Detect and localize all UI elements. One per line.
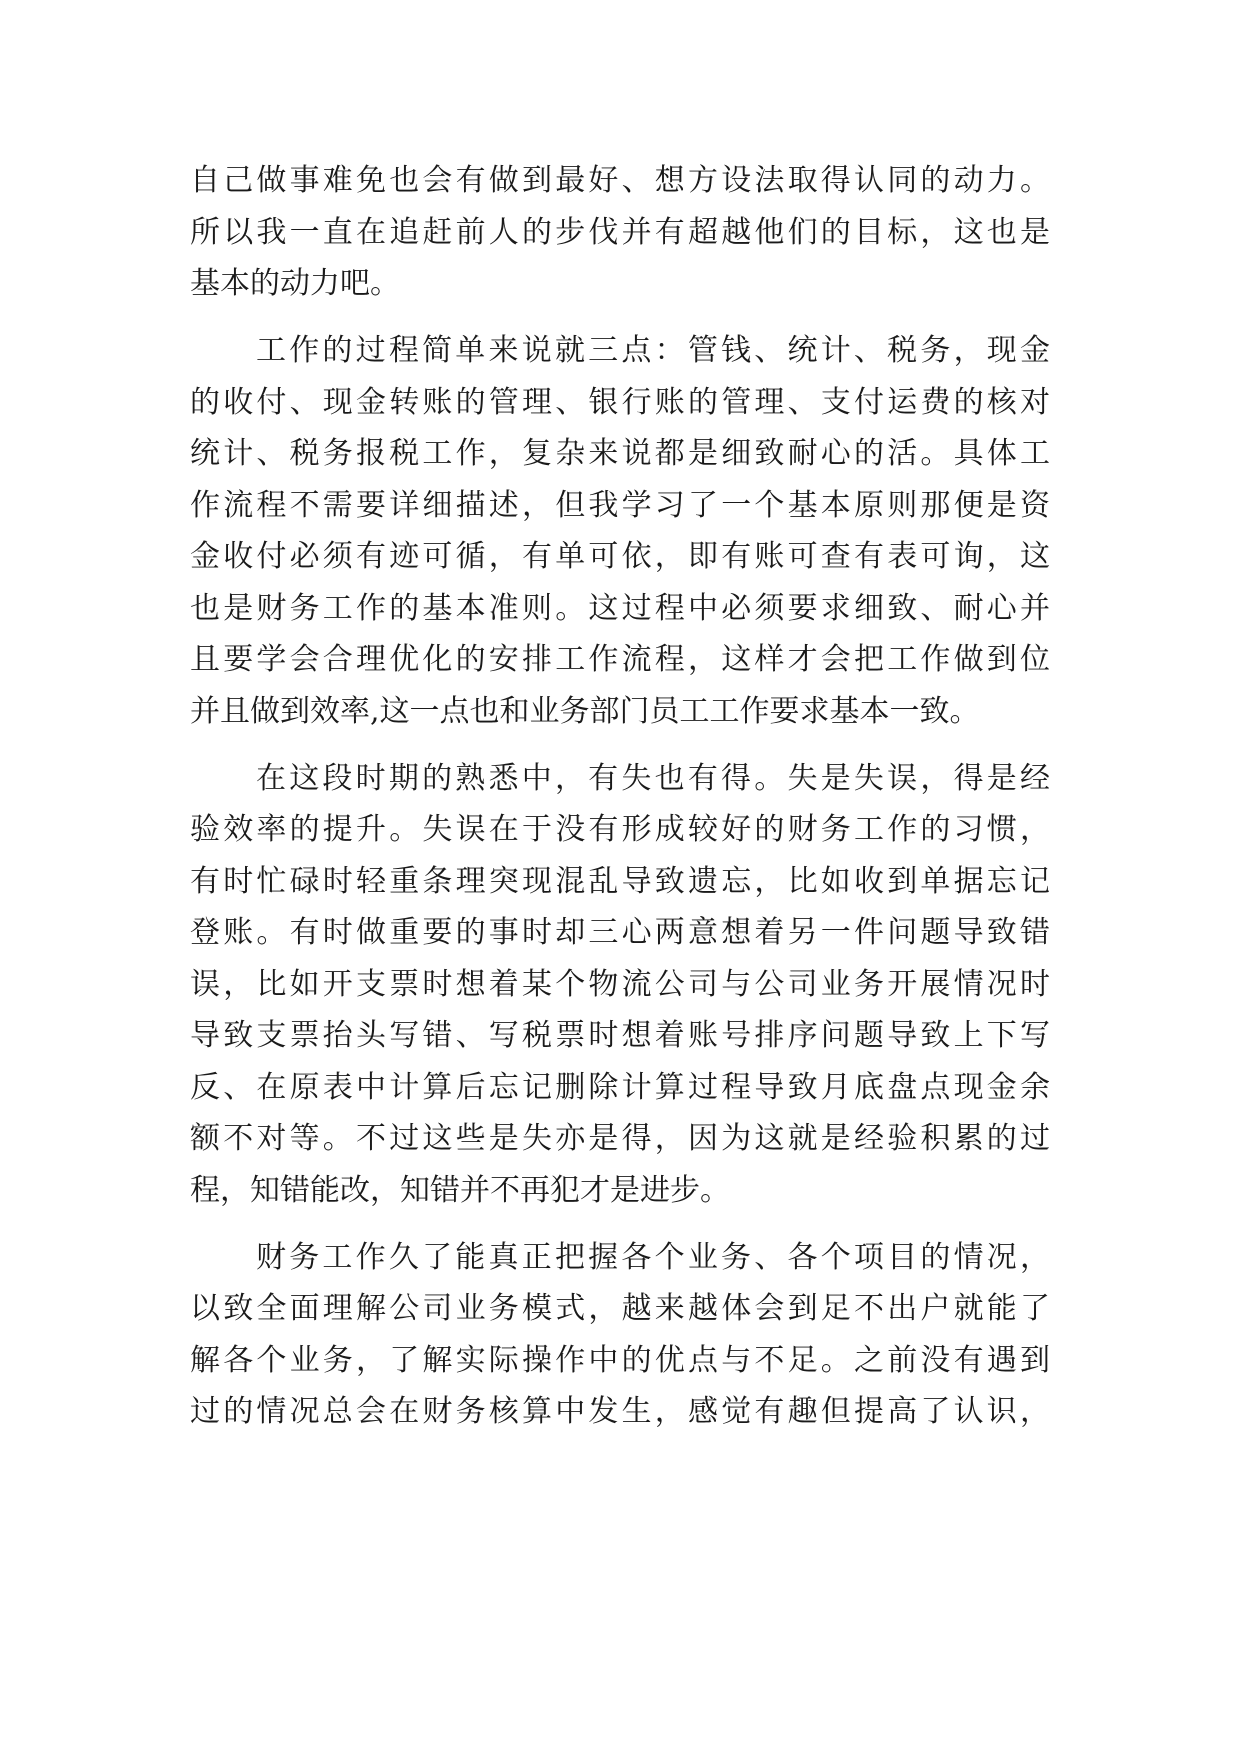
body-text [190,155,1050,1438]
text-line: 金收付必须有迹可循，有单可依，即有账可查有表可询，这 [190,539,1050,574]
text-line: 过的情况总会在财务核算中发生，感觉有趣但提高了认识， [190,1394,1050,1429]
text-line: 作流程不需要详细描述，但我学习了一个基本原则那便是资 [190,487,1050,523]
text-line: 自己做事难免也会有做到最好、想方设法取得认同的动力。 [190,163,1050,198]
text-line: 登账。有时做重要的事时却三心两意想着另一件问题导致错 [190,915,1050,950]
text-line: 的收付、现金转账的管理、银行账的管理、支付运费的核对 [190,384,1050,420]
text-line: 解各个业务，了解实际操作中的优点与不足。之前没有遇到 [190,1342,1050,1378]
text-line: 在这段时期的熟悉中，有失也有得。失是失误，得是经 [256,760,1050,796]
text-line: 财务工作久了能真正把握各个业务、各个项目的情况， [256,1239,1050,1275]
text-line: 以致全面理解公司业务模式，越来越体会到足不出户就能了 [190,1291,1050,1326]
text-line: 所以我一直在追赶前人的步伐并有超越他们的目标，这也是 [190,214,1050,250]
paragraph-4 [190,1232,1050,1438]
text-line: 有时忙碌时轻重条理突现混乱导致遗忘，比如收到单据忘记 [190,863,1050,899]
text-line: 反、在原表中计算后忘记删除计算过程导致月底盘点现金余 [190,1069,1050,1105]
text-line: 且要学会合理优化的安排工作流程，这样才会把工作做到位 [190,642,1050,677]
text-line: 程，知错能改，知错并不再犯才是进步。 [190,1172,730,1208]
text-line: 工作的过程简单来说就三点：管钱、统计、税务，现金 [256,333,1050,368]
text-line: 统计、税务报税工作，复杂来说都是细致耐心的活。具体工 [190,436,1050,471]
paragraph-3 [190,753,1050,1217]
text-line: 也是财务工作的基本准则。这过程中必须要求细致、耐心并 [190,590,1050,626]
text-line: 验效率的提升。失误在于没有形成较好的财务工作的习惯， [190,812,1050,847]
text-line: 导致支票抬头写错、写税票时想着账号排序问题导致上下写 [190,1018,1050,1053]
paragraph-2 [190,325,1050,737]
text-line: 基本的动力吧。 [190,266,400,301]
text-line: 并且做到效率,这一点也和业务部门员工工作要求基本一致。 [190,693,980,729]
text-line: 误，比如开支票时想着某个物流公司与公司业务开展情况时 [190,966,1050,1002]
text-line: 额不对等。不过这些是失亦是得，因为这就是经验积累的过 [190,1121,1050,1156]
paragraph-1 [190,155,1050,310]
